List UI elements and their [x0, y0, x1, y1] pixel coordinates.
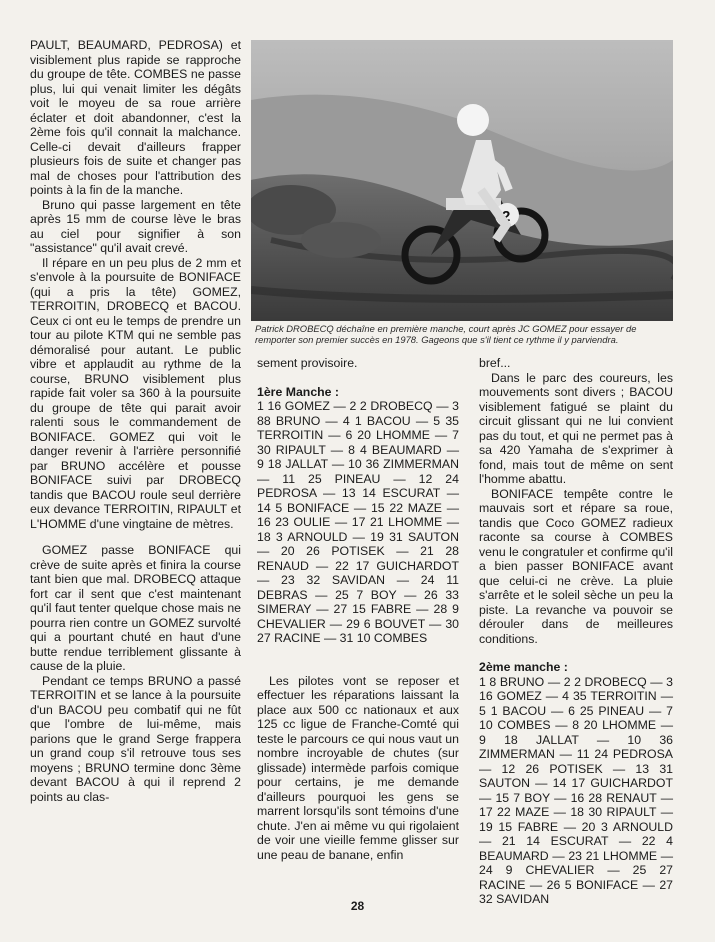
paragraph: Les pilotes vont se reposer et effectuer les réparations laissant la place aux 500 cc nationaux et aux 125 cc ligue de Franche-Comté qui teste le parcours ce qui nous vaut un nombre incroyable de chutes (sur glissade) intermède parfois comique pour certains, je me demande d'ailleurs pourquoi les gens se marrent lorsqu'ils sont témoins d'une chute. J'en ai même vu qui rigolaient de voir une vieille femme glisser sur une peau de banane, enfin [257, 673, 459, 862]
photo-caption: Patrick DROBECQ déchaîne en première manche, court après JC GOMEZ pour essayer de remporter son premier succès en 1978. Gageons que s'il tient ce rythme il y parviendra. [255, 323, 637, 346]
paragraph: BONIFACE tempête contre le mauvais sort et répare sa roue, tandis que Coco GOMEZ radieux raconte sa course à COMBES venu le congratuler et confirme qu'il a bien passer BONIFACE avant que celui-ci ne crève. La pluie s'arrête et le soleil sèche un peu la piste. La revanche va pouvoir se dérouler dans de meilleures conditions. [479, 486, 673, 646]
paragraph: GOMEZ passe BONIFACE qui crève de suite après et finira la course tant bien que mal. DROBECQ attaque fort car il sent que c'est maintenant qu'il faut tenter quelque chose mais ne pourra rien contre un GOMEZ survolté qui a pourtant chuté en haut d'une butte rendue terriblement glissante à cause de la pluie. [30, 543, 241, 673]
section-heading: 1ère Manche : [257, 384, 340, 399]
paragraph: PAULT, BEAUMARD, PEDROSA) et visiblement plus rapide se rapproche du groupe de tête. COMBES ne passe plus, lui qui venait limiter les dégâts voit le moyeu de sa roue arrière éclater et doit abandonner, c'est la 2ème fois qu'il connait la malchance. Celle-ci devait d'ailleurs frapper plusieurs fois de suite et changer pas mal de choses pour l'attribution des points à la fin de la manche. [30, 38, 241, 197]
motocross-photo [251, 40, 673, 321]
section-heading: 2ème manche : [479, 660, 568, 674]
paragraph: Dans le parc des coureurs, les mouvements sont divers ; BACOU visiblement fatigué se plaint du circuit glissant qui ne lui convient pas du tout, et qui ne permet pas à sa 420 Yamaha de s'exprimer à fond, mais tout de même on sent l'homme abattu. [479, 370, 673, 486]
article-column-3 [479, 356, 673, 907]
page-number: 28 [350, 899, 365, 913]
paragraph: sement provisoire. [257, 356, 358, 370]
paragraph: Pendant ce temps BRUNO a passé TERROITIN et se lance à la poursuite d'un BACOU peu combatif qui ne fût que l'ombre de lui-même, mais parions que le grand Serge frappera un grand coup s'il retrouve tous ses moyens ; BRUNO termine donc 3ème devant BACOU à qui il reprend 2 points au clas- [30, 673, 241, 804]
motocross-photo-icon [251, 40, 673, 321]
paragraph: Bruno qui passe largement en tête après 15 mm de course lève le bras au ciel pour signifier à son "assistance" qu'il avait crevé. [30, 197, 241, 255]
number-plate: 2 [502, 208, 511, 225]
paragraph: bref... [479, 356, 511, 370]
results-list: 1 8 BRUNO — 2 2 DROBECQ — 3 16 GOMEZ — 4 35 TERROITIN — 5 1 BACOU — 6 25 PINEAU — 7 10 COMBES — 8 20 LHOMME — 9 18 JALLAT — 10 36 ZIMMERMAN — 11 24 PEDROSA — 12 26 POTISEK — 13 31 SAUTON — 14 17 GUICHARDOT — 15 7 BOY — 16 28 RENAUT — 17 22 MAZE — 18 30 RIPAULT — 19 15 FABRE — 20 3 ARNOULD — 21 14 ESCURAT — 22 4 BEAUMARD — 23 21 LHOMME — 24 9 CHEVALIER — 25 27 RACINE — 26 5 BONIFACE — 27 32 SAVIDAN [479, 674, 673, 906]
paragraph: Il répare en un peu plus de 2 mm et s'envole à la poursuite de BONIFACE (qui a pris la tête) GOMEZ, TERROITIN, DROBECQ et BACOU. Ceux ci ont eu le temps de prendre un tour au pilote KTM qui ne semble pas démoralisé pour autant. Le public vibre et applaudit au rythme de la course, BRUNO visiblement plus rapide fait voler sa 360 à la poursuite du groupe de tête qui parait avoir ralenti sous le commandement de BONIFACE. GOMEZ qui voit le danger revenir à l'arrière personnifié par BRUNO accélère et pousse BONIFACE suivi par DROBECQ tandis que BACOU roule seul derrière eux devance TERROITIN, RIPAULT et L'HOMME d'une vingtaine de mètres. [30, 255, 241, 531]
article-column-1 [30, 38, 241, 804]
results-list: 1 16 GOMEZ — 2 2 DROBECQ — 3 88 BRUNO — 4 1 BACOU — 5 35 TERROITIN — 6 20 LHOMME — 7 30 RIPAULT — 8 4 BEAUMARD — 9 18 JALLAT — 10 36 ZIMMERMAN — 11 25 PINEAU — 12 24 PEDROSA — 13 14 ESCURAT — 14 5 BONIFACE — 15 22 MAZE — 16 23 OULIE — 17 21 LHOMME — 18 3 ARNOULD — 19 31 SAUTON — 20 26 POTISEK — 21 28 RENAUD — 22 17 GUICHARDOT — 23 32 SAVIDAN — 24 11 DEBRAS — 25 7 BOY — 26 33 SIMERAY — 27 15 FABRE — 28 9 CHEVALIER — 29 6 BOUVET — 30 27 RACINE — 31 10 COMBES [257, 399, 459, 645]
article-column-2 [257, 356, 459, 862]
